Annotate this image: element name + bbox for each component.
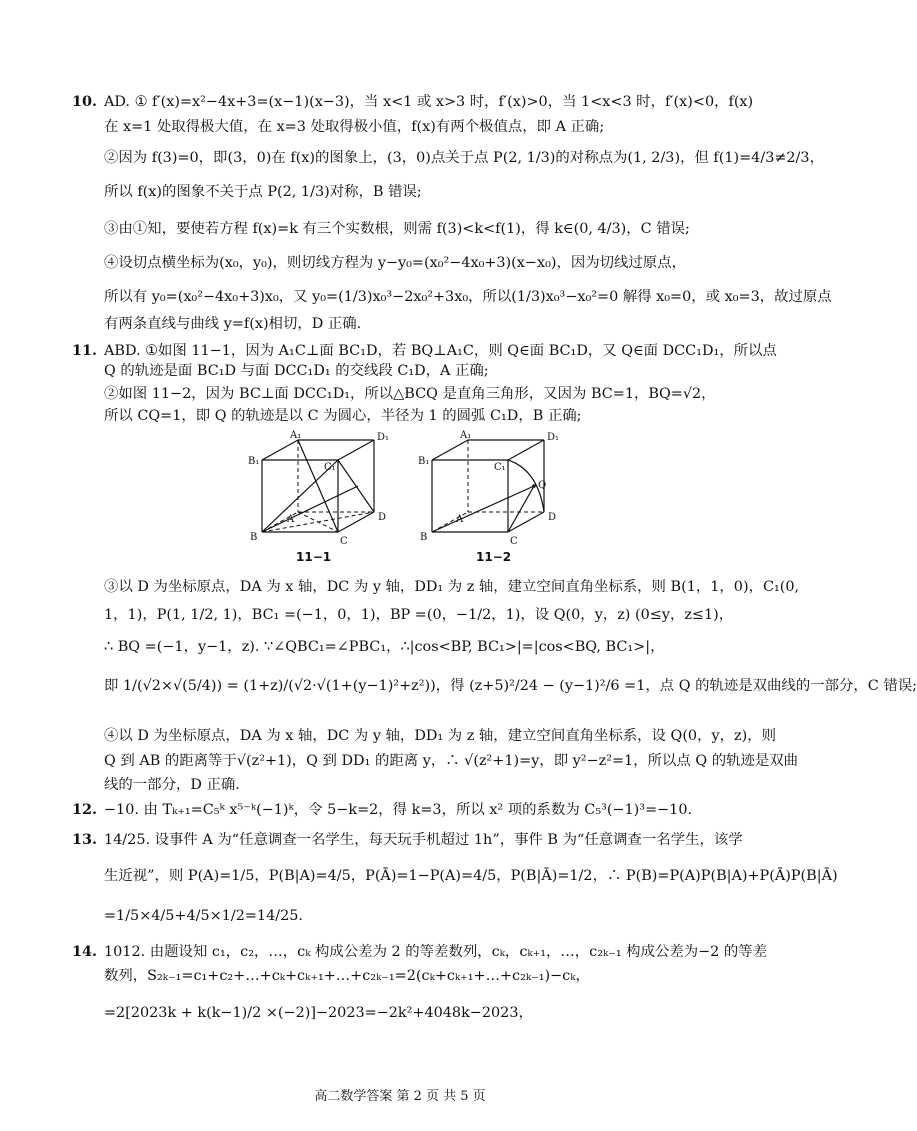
q10-line-2: 在 x=1 处取得极大值，在 x=3 处取得极小值，f(x)有两个极值点，即 A 正确; [104,119,605,135]
fig2-label-a1: A₁ [460,430,472,441]
fig2-label-b1: B₁ [418,456,430,467]
q10-number: 10. [72,93,98,110]
page-footer: 高二数学答案 第 2 页 共 5 页 [314,1089,486,1104]
fig1-label-d1: D₁ [377,432,390,443]
fig2-point-q [532,484,536,488]
q13-line-3: =1/5×4/5+4/5×1/2=14/25. [104,908,303,924]
q10-line-3: ②因为 f(3)=0，即(3，0)在 f(x)的图象上，(3，0)点关于点 P(2, 1/3)的对称点为(1, 2/3)，但 f(1)=4/3≠2/3， [104,150,824,166]
q13-number: 13. [72,831,98,848]
fig1-label-b: B [250,532,258,543]
q11-line-11: 线的一部分，D 正确. [104,777,240,793]
fig1-label-a1: A₁ [290,430,302,441]
q11-line-1: ABD. ①如图 11−1，因为 A₁C⊥面 BC₁D，若 BQ⊥A₁C，则 Q∈面 BC₁D，又 Q∈面 DCC₁D₁，所以点 [104,343,777,359]
q10-line-7: 所以有 y₀=(x₀²−4x₀+3)x₀，又 y₀=(1/3)x₀³−2x₀²+3x₀，所以(1/3)x₀³−x₀²=0 解得 x₀=0，或 x₀=3，故过原点 [104,289,832,305]
figure-11-1 [238,432,398,556]
q11-line-7: ∴ BQ =(−1，y−1，z). ∵∠QBC₁=∠PBC₁，∴|cos<BP, BC₁>|=|cos<BQ, BC₁>|， [104,639,665,655]
q14-number: 14. [72,943,98,960]
q11-line-9: ④以 D 为坐标原点，DA 为 x 轴，DC 为 y 轴，DD₁ 为 z 轴，建立空间直角坐标系，设 Q(0，y，z)，则 [104,728,776,744]
fig2-label-d: D [548,512,557,523]
q14-line-3: =2[2023k + k(k−1)/2 ×(−2)]−2023=−2k²+4048k−2023， [104,1005,533,1021]
q14-line-2: 数列，S₂ₖ₋₁=c₁+c₂+…+cₖ+cₖ₊₁+…+c₂ₖ₋₁=2(cₖ+cₖ₊₁+…+c₂ₖ₋₁)−cₖ， [104,968,590,984]
fig2-label-a: A [456,514,464,525]
fig1-label-c1: C₁ [324,462,336,473]
figure-11-2-caption: 11−2 [476,550,512,564]
q11-line-4: 所以 CQ=1，即 Q 的轨迹是以 C 为圆心，半径为 1 的圆弧 C₁D，B 正确; [104,408,582,424]
q11-line-8: 即 1/(√2×√(5/4)) = (1+z)/(√2·√(1+(y−1)²+z²))，得 (z+5)²/24 − (y−1)²/6 =1，点 Q 的轨迹是双曲线的一部分，C 错误; [104,678,917,694]
q13-line-2: 生近视”，则 P(A)=1/5，P(B|A)=4/5，P(Ā)=1−P(A)=4/5，P(B|Ā)=1/2，∴ P(B)=P(A)P(B|A)+P(Ā)P(B|Ā) [104,868,838,884]
q13-line-1: 14/25. 设事件 A 为“任意调查一名学生，每天玩手机超过 1h”，事件 B 为“任意调查一名学生，该学 [104,832,743,848]
fig2-label-b: B [420,532,428,543]
q14-line-1: 1012. 由题设知 c₁，c₂，…，cₖ 构成公差为 2 的等差数列，cₖ，cₖ₊₁，…，c₂ₖ₋₁ 构成公差为−2 的等差 [104,944,768,960]
figure-11-2 [418,432,578,556]
q10-line-8: 有两条直线与曲线 y=f(x)相切，D 正确. [104,316,362,332]
fig2-label-c: C [510,536,518,547]
q12-line-1: −10. 由 Tₖ₊₁=C₅ᵏ x⁵⁻ᵏ(−1)ᵏ，令 5−k=2，得 k=3，所以 x² 项的系数为 C₅³(−1)³=−10. [104,802,693,818]
fig2-label-d1: D₁ [547,432,560,443]
figure-11-1-caption: 11−1 [296,550,332,564]
q11-line-6: 1，1)，P(1, 1/2, 1)，BC₁ =(−1，0，1)，BP =(0，−1/2，1)，设 Q(0，y，z) (0≤y，z≤1)， [104,607,734,623]
fig2-label-c1: C₁ [494,462,506,473]
q10-line-5: ③由①知，要使若方程 f(x)=k 有三个实数根，则需 f(3)<k<f(1)，得 k∈(0, 4/3)，C 错误; [104,221,690,237]
q11-line-2: Q 的轨迹是面 BC₁D 与面 DCC₁D₁ 的交线段 C₁D，A 正确; [104,363,489,379]
fig1-label-c: C [340,536,348,547]
fig1-label-b1: B₁ [248,456,260,467]
q10-line-4: 所以 f(x)的图象不关于点 P(2, 1/3)对称，B 错误; [104,184,422,200]
q11-line-10: Q 到 AB 的距离等于√(z²+1)，Q 到 DD₁ 的距离 y，∴ √(z²+1)=y，即 y²−z²=1，所以点 Q 的轨迹是双曲 [104,753,799,769]
fig1-label-d: D [378,512,387,523]
fig1-label-a: A [287,514,295,525]
q12-number: 12. [72,801,98,818]
fig2-label-q: Q [538,480,547,491]
q11-line-5: ③以 D 为坐标原点，DA 为 x 轴，DC 为 y 轴，DD₁ 为 z 轴，建立空间直角坐标系，则 B(1，1，0)，C₁(0, [104,579,800,595]
q11-line-3: ②如图 11−2，因为 BC⊥面 DCC₁D₁，所以△BCQ 是直角三角形，又因为 BC=1，BQ=√2， [104,386,716,402]
q11-number: 11. [72,342,98,359]
q10-line-6: ④设切点横坐标为(x₀，y₀)，则切线方程为 y−y₀=(x₀²−4x₀+3)(x−x₀)，因为切线过原点， [104,255,686,271]
q10-line-1: AD. ① f′(x)=x²−4x+3=(x−1)(x−3)，当 x<1 或 x>3 时，f′(x)>0，当 1<x<3 时，f′(x)<0，f(x) [104,94,754,110]
